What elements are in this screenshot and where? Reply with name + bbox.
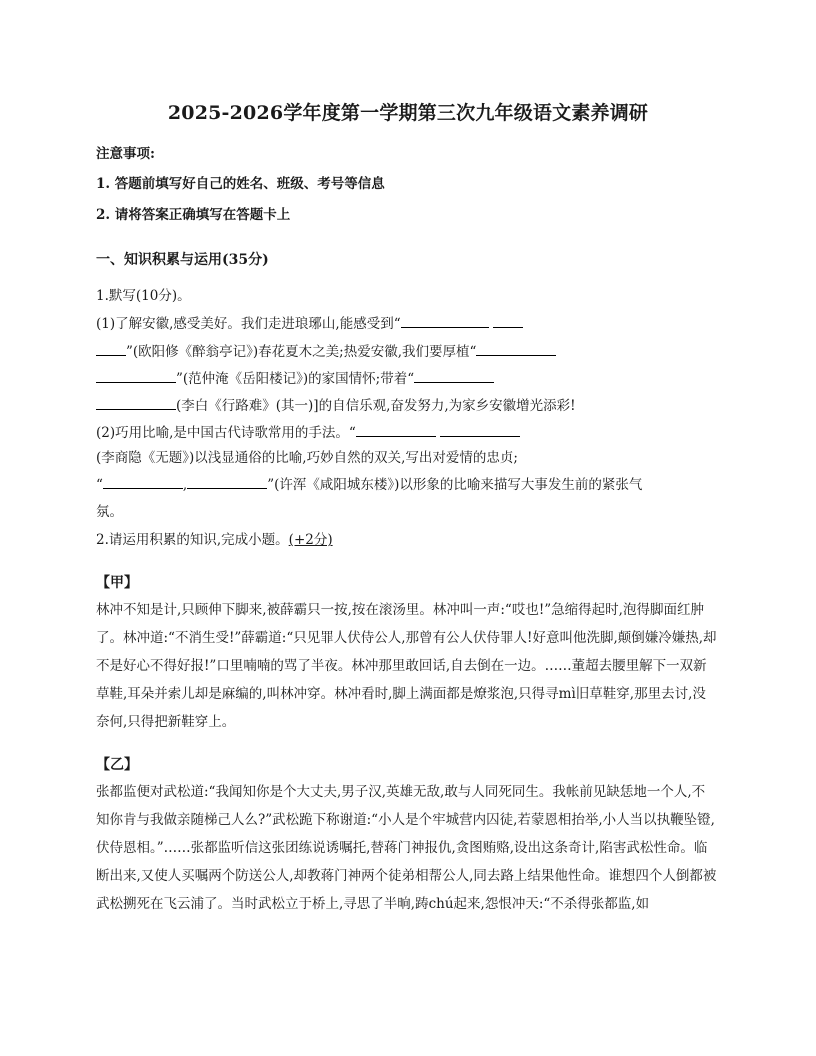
answer-blank[interactable] [96,341,126,356]
yi-label: 【乙】 [96,757,138,773]
section-heading: 一、知识积累与运用(35分) [96,252,269,268]
q1-line-5 [96,421,520,441]
answer-blank[interactable] [401,313,489,328]
q1-line-4 [96,394,576,414]
q2-text: 2.请运用积累的知识,完成小题。 [96,532,289,548]
q1-line-3 [96,367,494,387]
q1-text: ”(欧阳修《醉翁亭记》)春花夏木之美;热爱安徽,我们要厚植“ [126,344,477,360]
notice-item-1: 1. 答题前填写好自己的姓名、班级、考号等信息 [96,176,385,192]
answer-blank[interactable] [96,395,176,410]
answer-blank[interactable] [440,422,520,437]
answer-blank[interactable] [103,474,183,489]
q2-score: (+2分) [288,532,333,548]
q1-text: (李白《行路难》(其一)]的自信乐观,奋发努力,为家乡安徽增光添彩! [176,398,576,414]
q1-line-1 [96,312,523,332]
q1-text: (1)了解安徽,感受美好。我们走进琅琊山,能感受到“ [96,316,401,332]
q1-text: , [182,477,188,493]
q1-line-7 [96,473,642,493]
q1-line-6: (李商隐《无题》)以浅显通俗的比喻,巧妙自然的双关,写出对爱情的忠贞; [96,450,518,466]
answer-blank[interactable] [414,368,494,383]
q2-line [96,528,333,548]
answer-blank[interactable] [187,474,267,489]
yi-passage: 张都监便对武松道:“我闻知你是个大丈夫,男子汉,英雄无敌,敢与人同死同生。我帐前见缺恁地一个人,不知你肯与我做亲随梯己人么?”武松跪下称谢道:“小人是个牢城营内囚徒,若蒙恩相抬举,小人当以执鞭坠镫,伏侍恩相。”……张都监听信这张团练说诱嘱托,替蒋门神报仇,贪图贿赂,设出这条奇计,陷害武松性命。临断出来,又使人买嘱两个防送公人,却教蒋门神两个徒弟相帮公人,同去路上结果他性命。谁想四个人倒都被武松搠死在飞云浦了。当时武松立于桥上,寻思了半晌,踌chú起来,怨恨冲天:“不杀得张都监,如 [96,784,717,912]
answer-blank[interactable] [356,422,436,437]
answer-blank[interactable] [476,341,556,356]
jia-label: 【甲】 [96,575,138,591]
q1-title: 1.默写(10分)。 [96,288,191,304]
q1-text: ”(范仲淹《岳阳楼记》)的家国情怀;带着“ [176,371,415,387]
jia-passage: 林冲不知是计,只顾伸下脚来,被薛霸只一按,按在滚汤里。林冲叫一声:“哎也!”急缩得起时,泡得脚面红肿了。林冲道:“不消生受!”薛霸道:“只见罪人伏侍公人,那曾有公人伏侍罪人!好意叫他洗脚,颠倒嫌冷嫌热,却不是好心不得好报!”口里喃喃的骂了半夜。林冲那里敢回话,自去倒在一边。……董超去腰里解下一双新草鞋,耳朵并索儿却是麻编的,叫林冲穿。林冲看时,脚上满面都是燎浆泡,只得寻mì旧草鞋穿,那里去讨,没奈何,只得把新鞋穿上。 [96,602,717,730]
answer-blank[interactable] [96,368,176,383]
notice-heading: 注意事项: [96,146,155,162]
notice-item-2: 2. 请将答案正确填写在答题卡上 [96,207,291,223]
exam-title: 2025-2026学年度第一学期第三次九年级语文素养调研 [167,102,649,124]
q1-text: ”(许浑《咸阳城东楼》)以形象的比喻来描写大事发生前的紧张气 [267,477,643,493]
q1-line-8: 氛。 [96,504,123,520]
q1-text: “ [96,477,103,493]
q1-text: (2)巧用比喻,是中国古代诗歌常用的手法。“ [96,425,356,441]
q1-line-2 [96,340,556,360]
answer-blank[interactable] [493,313,523,328]
